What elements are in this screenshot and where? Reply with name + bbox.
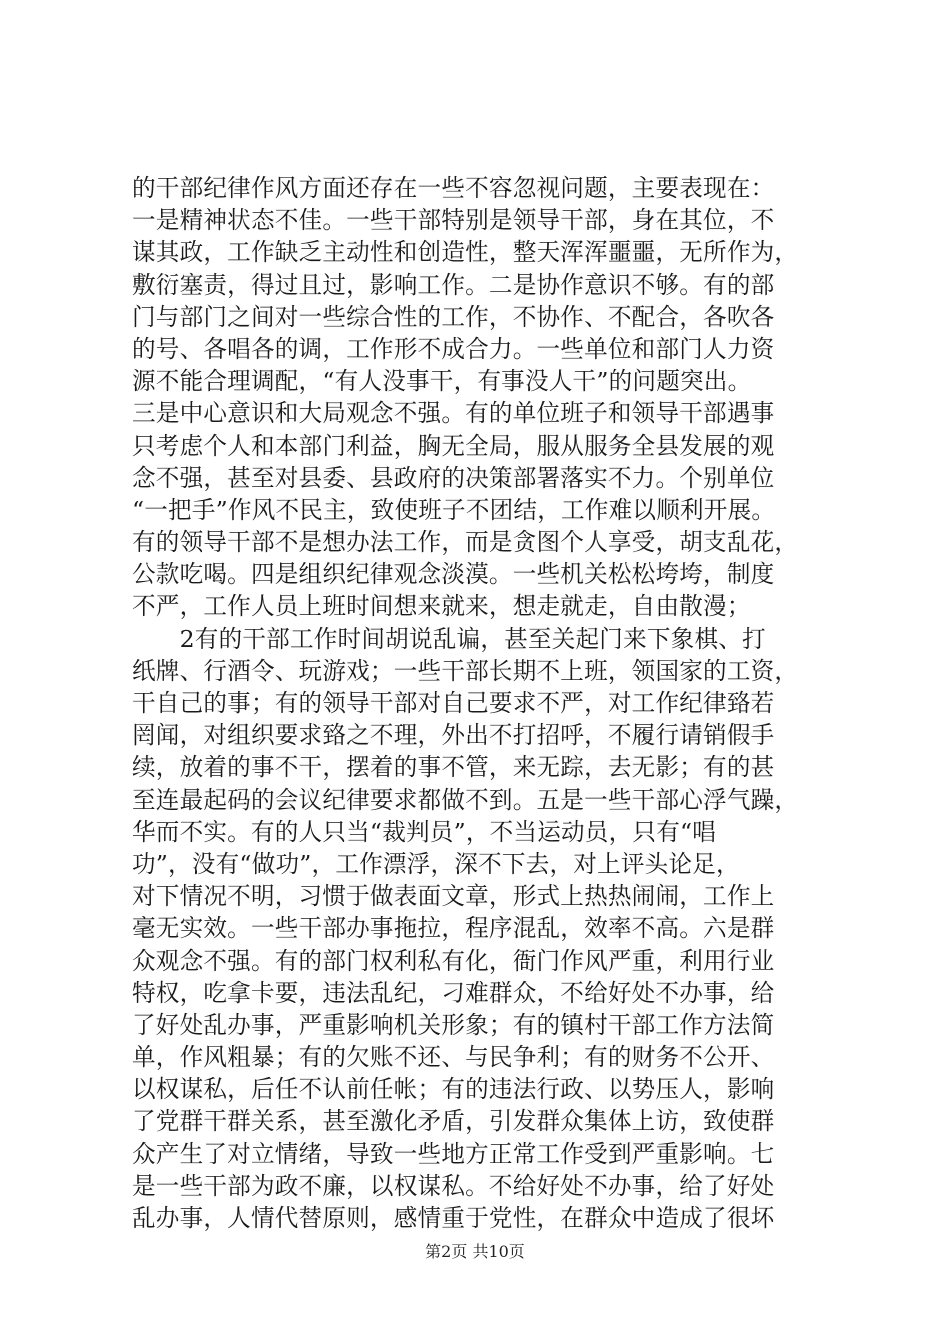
text-line: 一是精神状态不佳。一些干部特别是领导干部，身在其位，不	[132, 206, 775, 235]
text-line: 以权谋私，后任不认前任帐；有的违法行政、以势压人，影响	[132, 1075, 775, 1104]
text-line: 罔闻，对组织要求臵之不理，外出不打招呼，不履行请销假手	[132, 721, 775, 750]
text-line: “一把手”作风不民主，致使班子不团结，工作难以顺利开展。	[132, 495, 776, 524]
text-line: 功”，没有“做功”，工作漂浮，深不下去，对上评头论足，	[132, 849, 740, 878]
text-line: 门与部门之间对一些综合性的工作，不协作、不配合，各吹各	[132, 302, 775, 331]
text-line: 了党群干群关系，甚至激化矛盾，引发群众集体上访，致使群	[132, 1107, 775, 1136]
text-line: 公款吃喝。四是组织纪律观念淡漠。一些机关松松垮垮，制度	[132, 560, 775, 589]
text-line: 敷衍塞责，得过且过，影响工作。二是协作意识不够。有的部	[132, 270, 775, 299]
text-line: 谋其政，工作缺乏主动性和创造性，整天浑浑噩噩，无所作为，	[132, 238, 799, 267]
text-line: 念不强，甚至对县委、县政府的决策部署落实不力。个别单位	[132, 463, 775, 492]
text-line: 了好处乱办事，严重影响机关形象；有的镇村干部工作方法简	[132, 1010, 775, 1039]
text-line: 只考虑个人和本部门利益，胸无全局，服从服务全县发展的观	[132, 431, 775, 460]
text-line: 众产生了对立情绪，导致一些地方正常工作受到严重影响。七	[132, 1139, 775, 1168]
text-line: 乱办事，人情代替原则，感情重于党性，在群众中造成了很坏	[132, 1204, 775, 1232]
text-line: 纸牌、行酒令、玩游戏；一些干部长期不上班，领国家的工资，	[132, 656, 799, 685]
text-line: 华而不实。有的人只当“裁判员”，不当运动员，只有“唱	[132, 817, 717, 846]
text-line: 毫无实效。一些干部办事拖拉，程序混乱，效率不高。六是群	[132, 914, 775, 943]
text-line: 单，作风粗暴；有的欠账不还、与民争利；有的财务不公开、	[132, 1043, 775, 1072]
text-line: 续，放着的事不干，摆着的事不管，来无踪，去无影；有的甚	[132, 753, 775, 782]
text-line: 特权，吃拿卡要，违法乱纪，刁难群众，不给好处不办事，给	[132, 978, 775, 1007]
text-line: 源不能合理调配，“有人没事干，有事没人干”的问题突出。	[132, 367, 752, 396]
text-line: 干自己的事；有的领导干部对自己要求不严，对工作纪律臵若	[132, 689, 775, 717]
text-line: 是一些干部为政不廉，以权谋私。不给好处不办事，给了好处	[132, 1171, 775, 1200]
text-line: 三是中心意识和大局观念不强。有的单位班子和领导干部遇事	[132, 399, 775, 428]
text-line: 有的领导干部不是想办法工作，而是贪图个人享受，胡支乱花，	[132, 528, 799, 557]
body-text	[132, 172, 822, 1234]
text-line: 对下情况不明，习惯于做表面文章，形式上热热闹闹，工作上	[132, 882, 775, 911]
page-number-footer: 第2页 共10页	[425, 1242, 525, 1261]
text-line: 不严，工作人员上班时间想来就来，想走就走，自由散漫；	[132, 592, 751, 621]
text-line: 众观念不强。有的部门权利私有化，衙门作风严重，利用行业	[132, 946, 775, 975]
text-line: 的号、各唱各的调，工作形不成合力。一些单位和部门人力资	[132, 334, 775, 363]
text-line: 的干部纪律作风方面还存在一些不容忽视问题，主要表现在：	[132, 174, 775, 202]
text-line: 2有的干部工作时间胡说乱谝，甚至关起门来下象棋、打	[132, 624, 766, 653]
text-line: 至连最起码的会议纪律要求都做不到。五是一些干部心浮气躁，	[132, 785, 799, 814]
